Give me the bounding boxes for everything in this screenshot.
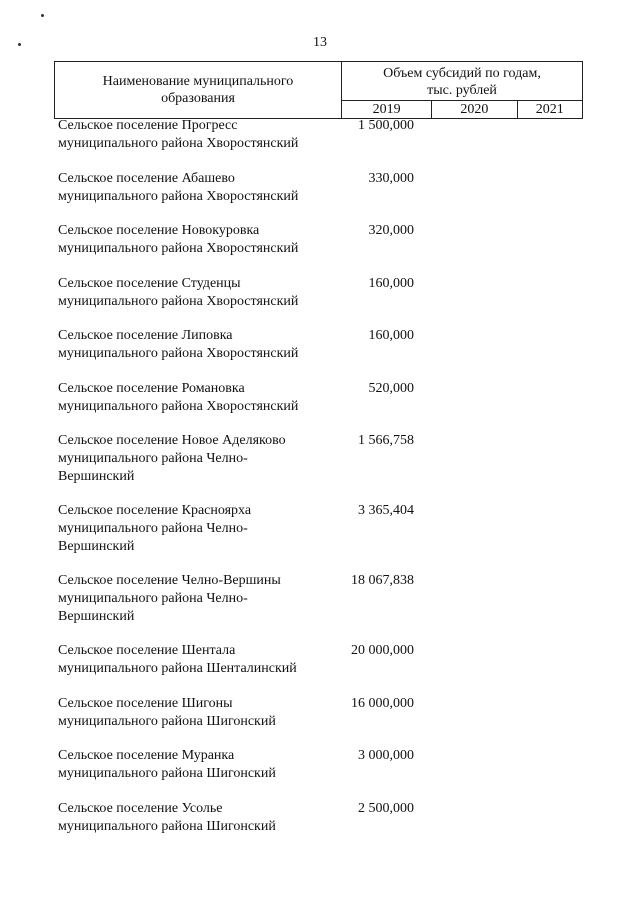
settlement-name-line: муниципального района Шигонский bbox=[58, 766, 276, 781]
header-subsidy-line: тыс. рублей bbox=[427, 83, 497, 98]
settlement-name-line: муниципального района Челно- bbox=[58, 521, 248, 536]
subsidy-value-2019: 1 500,000 bbox=[358, 118, 414, 133]
settlement-name-line: Вершинский bbox=[58, 609, 135, 624]
subsidy-value-2019: 1 566,758 bbox=[358, 433, 414, 448]
subsidy-value-2019: 160,000 bbox=[368, 328, 414, 343]
settlement-name-line: Сельское поселение Абашево bbox=[58, 171, 235, 186]
settlement-name-line: муниципального района Хворостянский bbox=[58, 189, 299, 204]
year-2019-header: 2019 bbox=[372, 102, 401, 117]
settlement-name-line: Вершинский bbox=[58, 469, 135, 484]
subsidy-value-2019: 330,000 bbox=[368, 171, 414, 186]
settlement-name-line: муниципального района Хворостянский bbox=[58, 346, 299, 361]
header-name-column bbox=[55, 62, 342, 118]
subsidy-value-2019: 16 000,000 bbox=[351, 696, 414, 711]
settlement-name bbox=[58, 327, 338, 363]
settlement-name-line: Сельское поселение Новокуровка bbox=[58, 223, 260, 238]
settlement-name bbox=[58, 502, 338, 556]
settlement-name bbox=[58, 275, 338, 311]
settlement-name bbox=[58, 117, 338, 153]
header-name-line: Наименование муниципального bbox=[102, 74, 294, 89]
settlement-name-line: муниципального района Шенталинский bbox=[58, 661, 297, 676]
settlement-name bbox=[58, 572, 338, 626]
settlement-name bbox=[58, 222, 338, 258]
subsidy-value-2019: 2 500,000 bbox=[358, 801, 414, 816]
table-header bbox=[54, 61, 583, 119]
settlement-name-line: муниципального района Шигонский bbox=[58, 714, 276, 729]
settlement-name-line: муниципального района Челно- bbox=[58, 451, 248, 466]
settlement-name-line: Сельское поселение Шентала bbox=[58, 643, 236, 658]
subsidy-value-2019: 3 000,000 bbox=[358, 748, 414, 763]
year-2020-header: 2020 bbox=[431, 101, 516, 119]
subsidy-value-2019: 18 067,838 bbox=[351, 573, 414, 588]
header-name-line: образования bbox=[161, 91, 235, 106]
settlement-name-line: муниципального района Челно- bbox=[58, 591, 248, 606]
subsidy-value-2019: 520,000 bbox=[368, 381, 414, 396]
settlement-name bbox=[58, 432, 338, 486]
settlement-name bbox=[58, 170, 338, 206]
subsidy-value-2019: 320,000 bbox=[368, 223, 414, 238]
settlement-name-line: Сельское поселение Красноярха bbox=[58, 503, 252, 518]
settlement-name-line: Сельское поселение Студенцы bbox=[58, 276, 241, 291]
settlement-name-line: Сельское поселение Челно-Вершины bbox=[58, 573, 281, 588]
settlement-name-line: муниципального района Хворостянский bbox=[58, 399, 299, 414]
header-subsidy-column bbox=[342, 62, 582, 100]
settlement-name-line: Сельское поселение Новое Аделяково bbox=[58, 433, 286, 448]
scan-speck bbox=[41, 14, 44, 17]
settlement-name-line: муниципального района Хворостянский bbox=[58, 136, 299, 151]
settlement-name-line: Сельское поселение Шигоны bbox=[58, 696, 233, 711]
settlement-name-line: Сельское поселение Романовка bbox=[58, 381, 245, 396]
settlement-name bbox=[58, 380, 338, 416]
settlement-name-line: Сельское поселение Прогресс bbox=[58, 118, 238, 133]
subsidy-value-2019: 20 000,000 bbox=[351, 643, 414, 658]
settlement-name bbox=[58, 695, 338, 731]
settlement-name-line: Вершинский bbox=[58, 539, 135, 554]
settlement-name bbox=[58, 800, 338, 836]
settlement-name-line: муниципального района Хворостянский bbox=[58, 294, 299, 309]
settlement-name-line: Сельское поселение Липовка bbox=[58, 328, 233, 343]
settlement-name-line: муниципального района Хворостянский bbox=[58, 241, 299, 256]
settlement-name-line: Сельское поселение Усолье bbox=[58, 801, 223, 816]
settlement-name-line: муниципального района Шигонский bbox=[58, 819, 276, 834]
year-2021-header: 2021 bbox=[517, 101, 582, 119]
page-number: 13 bbox=[313, 35, 327, 50]
settlement-name bbox=[58, 642, 338, 678]
header-subsidy-line: Объем субсидий по годам, bbox=[383, 66, 541, 81]
settlement-name-line: Сельское поселение Муранка bbox=[58, 748, 235, 763]
subsidy-value-2019: 160,000 bbox=[368, 276, 414, 291]
settlement-name bbox=[58, 747, 338, 783]
subsidy-value-2019: 3 365,404 bbox=[358, 503, 414, 518]
